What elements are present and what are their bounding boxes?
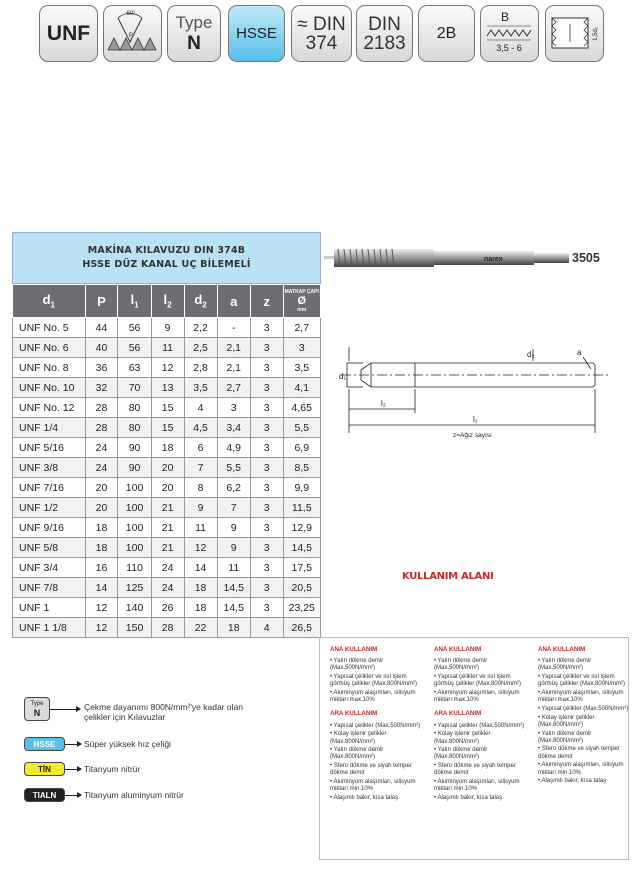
table-cell: 3 xyxy=(250,598,283,618)
thread-size-cell: UNF No. 10 xyxy=(13,378,86,398)
secondary-usage-title: ARA KULLANIM xyxy=(434,710,482,718)
usage-item: • Sfero dökme ve siyah temper dökme demir xyxy=(434,763,530,777)
table-cell: 4,5 xyxy=(184,418,217,438)
header-d1: $d_1$ xyxy=(13,285,86,318)
table-cell: 9 xyxy=(217,538,250,558)
table-cell: 9 xyxy=(217,518,250,538)
thread-pitch-label: P xyxy=(128,33,134,39)
table-cell: 2,1 xyxy=(217,358,250,378)
type-value: N xyxy=(187,32,201,54)
label-a: a xyxy=(577,348,582,357)
table-row xyxy=(13,338,321,358)
usage-item: • Aluminyum alaşımları, silisyum miktarı min.10% xyxy=(538,762,634,776)
table-cell: 14 xyxy=(184,558,217,578)
table-cell: 3 xyxy=(250,498,283,518)
legend-arrow xyxy=(50,709,80,710)
table-cell: 3 xyxy=(250,518,283,538)
table-row xyxy=(13,498,321,518)
table-cell: 100 xyxy=(118,518,151,538)
legend-text: Süper yüksek hız çeliği xyxy=(84,739,171,749)
table-cell: 23,25 xyxy=(283,598,321,618)
thread-standard-badge xyxy=(39,5,98,62)
usage-item: • Kolay işlenir çelikler (Max.800N/mm²) xyxy=(538,715,634,729)
din2183-prefix: DIN xyxy=(368,13,401,35)
material-label: HSSE xyxy=(236,25,277,42)
table-row xyxy=(13,538,321,558)
header-a: a xyxy=(217,285,250,318)
material-badge xyxy=(228,5,285,62)
table-cell: 4,9 xyxy=(217,438,250,458)
main-usage-title: ANA KULLANIM xyxy=(330,646,378,653)
table-row xyxy=(13,518,321,538)
table-cell: 28 xyxy=(85,418,118,438)
table-cell: 8 xyxy=(184,478,217,498)
legend-arrow xyxy=(65,769,81,770)
table-cell: 18 xyxy=(217,618,250,638)
table-cell: 6,9 xyxy=(283,438,321,458)
table-title xyxy=(12,232,321,284)
legend-text: Çekme dayanımı 800N/mm²'ye kadar olan çelikler için Kılavuzlar xyxy=(84,702,243,722)
usage-item: • Yalın dökme demir (Max.800N/mm²) xyxy=(330,747,426,761)
table-cell: 15 xyxy=(151,418,184,438)
table-cell: 16 xyxy=(85,558,118,578)
table-cell: 80 xyxy=(118,398,151,418)
table-cell: 24 xyxy=(85,458,118,478)
table-cell: 14,5 xyxy=(217,578,250,598)
main-usage-title: ANA KULLANIM xyxy=(538,646,586,653)
chamfer-letter: B xyxy=(501,10,510,24)
legend-type-chip xyxy=(24,697,50,721)
table-cell: 24 xyxy=(151,578,184,598)
table-cell: 18 xyxy=(85,538,118,558)
table-title-line1: MAKİNA KILAVUZU DIN 374B xyxy=(87,245,246,256)
usage-item: • Aluminyum alaşımları, silisyum miktarı min.10% xyxy=(434,779,530,793)
table-cell: 6,2 xyxy=(217,478,250,498)
table-cell: 4,65 xyxy=(283,398,321,418)
table-cell: 11 xyxy=(184,518,217,538)
table-row xyxy=(13,558,321,578)
table-cell: 11 xyxy=(151,338,184,358)
table-cell: 20 xyxy=(85,478,118,498)
table-cell: 32 xyxy=(85,378,118,398)
table-cell: 28 xyxy=(151,618,184,638)
table-cell: 26,5 xyxy=(283,618,321,638)
table-cell: 4,1 xyxy=(283,378,321,398)
tap-product-image xyxy=(324,243,574,273)
table-cell: 3 xyxy=(250,438,283,458)
legend-arrow xyxy=(65,795,81,796)
table-cell: 70 xyxy=(118,378,151,398)
thread-size-cell: UNF 5/8 xyxy=(13,538,86,558)
thread-size-cell: UNF No. 6 xyxy=(13,338,86,358)
usage-item: • Yapısal çelikler (Max.500N/mm²) xyxy=(538,706,634,713)
usage-item: • Yapısal çelikler (Max.500N/mm²) xyxy=(434,723,530,730)
din374-number: 374 xyxy=(305,32,338,54)
table-cell: 3 xyxy=(250,418,283,438)
thread-profile-icon xyxy=(104,6,161,61)
table-cell: 5,5 xyxy=(283,418,321,438)
legend-type-label: Type xyxy=(30,701,44,707)
table-cell: 17,5 xyxy=(283,558,321,578)
table-header-row xyxy=(13,285,321,318)
header-z: z xyxy=(250,285,283,318)
table-cell: 4 xyxy=(250,618,283,638)
thread-angle-label: 60° xyxy=(126,11,136,17)
product-code: 3505 xyxy=(572,251,600,265)
thread-size-cell: UNF 7/16 xyxy=(13,478,86,498)
table-cell: 63 xyxy=(118,358,151,378)
usage-item: • Yapısal çelikler ve ısıl işlem görmüş çelikler (Max.800N/mm²) xyxy=(538,674,634,688)
legend-chip: HSSE xyxy=(24,737,65,751)
din374-badge xyxy=(291,5,352,62)
table-cell: 12 xyxy=(184,538,217,558)
usage-item: • Yalın dökme demir (Max.500N/mm²) xyxy=(434,658,530,672)
table-cell: 2,5 xyxy=(184,338,217,358)
header-p: P xyxy=(85,285,118,318)
table-cell: 21 xyxy=(151,518,184,538)
diameter-icon: Ø xyxy=(297,294,307,307)
table-cell: 100 xyxy=(118,538,151,558)
thread-size-cell: UNF 1/4 xyxy=(13,418,86,438)
thread-size-cell: UNF 7/8 xyxy=(13,578,86,598)
table-cell: 44 xyxy=(85,318,118,338)
thread-length-label: 1,5d₁ xyxy=(593,27,599,41)
label-d1: d₁ xyxy=(339,372,347,381)
tolerance-label: 2B xyxy=(436,24,457,42)
table-cell: 3,5 xyxy=(184,378,217,398)
table-cell: 22 xyxy=(184,618,217,638)
table-cell: 3,4 xyxy=(217,418,250,438)
table-cell: 13 xyxy=(151,378,184,398)
legend-arrow xyxy=(65,744,81,745)
table-row xyxy=(13,418,321,438)
usage-column xyxy=(434,646,530,808)
tap-type-badge xyxy=(167,5,221,62)
table-cell: 80 xyxy=(118,418,151,438)
table-cell: 3 xyxy=(250,398,283,418)
header-d2: $d_2$ xyxy=(184,285,217,318)
usage-column xyxy=(330,646,426,808)
table-cell: 11 xyxy=(217,558,250,578)
table-cell: 3 xyxy=(250,478,283,498)
table-cell: 3 xyxy=(217,398,250,418)
table-cell: 6 xyxy=(184,438,217,458)
main-usage-title: ANA KULLANIM xyxy=(434,646,482,653)
din374-prefix: ≈ DIN xyxy=(297,13,346,35)
thread-size-cell: UNF 9/16 xyxy=(13,518,86,538)
legend-chip: TIALN xyxy=(24,788,65,802)
chamfer-icon xyxy=(481,6,538,61)
table-cell: 3 xyxy=(250,458,283,478)
usage-item: • Sfero dökme ve siyah temper dökme demir xyxy=(538,746,634,760)
table-cell: 2,2 xyxy=(184,318,217,338)
table-cell: 18 xyxy=(151,438,184,458)
table-row xyxy=(13,318,321,338)
thread-size-cell: UNF 3/4 xyxy=(13,558,86,578)
chamfer-range: 3,5 - 6 xyxy=(496,43,522,53)
thread-length-icon xyxy=(546,6,603,61)
table-cell: 40 xyxy=(85,338,118,358)
thread-size-cell: UNF No. 5 xyxy=(13,318,86,338)
table-row xyxy=(13,378,321,398)
specification-table xyxy=(12,232,321,638)
table-cell: 56 xyxy=(118,338,151,358)
thread-size-cell: UNF 3/8 xyxy=(13,458,86,478)
usage-item: • Alaşımlı bakır, kısa talaş xyxy=(538,778,634,785)
din2183-number: 2183 xyxy=(363,32,406,54)
usage-column xyxy=(538,646,634,791)
table-cell: 3,5 xyxy=(283,358,321,378)
thread-size-cell: UNF 1 xyxy=(13,598,86,618)
table-cell: 2,1 xyxy=(217,338,250,358)
chamfer-badge xyxy=(480,5,539,62)
legend-text: Titanyum aluminyum nitrür xyxy=(84,790,184,800)
table-cell: 9 xyxy=(151,318,184,338)
table-cell: 3 xyxy=(283,338,321,358)
table-cell: 3 xyxy=(250,378,283,398)
usage-panel xyxy=(319,637,629,860)
usage-title: KULLANIM ALANI xyxy=(402,571,494,582)
usage-item: • Aluminyum alaşımları, silisyum miktarı min.10% xyxy=(330,779,426,793)
header-drill-diameter xyxy=(283,285,321,318)
table-title-line2: HSSE DÜZ KANAL UÇ BİLEMELİ xyxy=(82,259,251,270)
table-cell: 24 xyxy=(85,438,118,458)
table-cell: 14,5 xyxy=(283,538,321,558)
table-cell: 125 xyxy=(118,578,151,598)
table-cell: 21 xyxy=(151,498,184,518)
usage-item: • Yapısal çelikler ve ısıl işlem görmüş çelikler (Max.800N/mm²) xyxy=(330,674,426,688)
table-cell: 100 xyxy=(118,498,151,518)
din2183-badge xyxy=(356,5,413,62)
table-row xyxy=(13,398,321,418)
table-cell: 20 xyxy=(151,458,184,478)
table-cell: 3 xyxy=(250,578,283,598)
table-cell: 12,9 xyxy=(283,518,321,538)
table-row xyxy=(13,358,321,378)
table-cell: 3 xyxy=(250,558,283,578)
thread-size-cell: UNF 1 1/8 xyxy=(13,618,86,638)
table-row xyxy=(13,618,321,638)
usage-item: • Yalın dökme demir (Max.800N/mm²) xyxy=(434,747,530,761)
label-l1: l₁ xyxy=(473,415,478,424)
label-d2: d₂ xyxy=(527,350,535,359)
table-row xyxy=(13,578,321,598)
table-cell: 18 xyxy=(184,598,217,618)
usage-item: • Aluminyum alaşımları, silisyum miktarı max.10% xyxy=(538,690,634,704)
table-cell: 100 xyxy=(118,478,151,498)
table-cell: 150 xyxy=(118,618,151,638)
table-row xyxy=(13,478,321,498)
usage-item: • Yapısal çelikler (Max.500N/mm²) xyxy=(330,723,426,730)
table-cell: 9,9 xyxy=(283,478,321,498)
table-cell: 90 xyxy=(118,438,151,458)
usage-item: • Yalın dökme demir (Max.500N/mm²) xyxy=(330,658,426,672)
table-row xyxy=(13,458,321,478)
table-row xyxy=(13,598,321,618)
table-cell: 36 xyxy=(85,358,118,378)
table-cell: 11,5 xyxy=(283,498,321,518)
secondary-usage-title: ARA KULLANIM xyxy=(330,710,378,718)
thread-length-badge xyxy=(545,5,604,62)
thread-size-cell: UNF 1/2 xyxy=(13,498,86,518)
type-label: Type xyxy=(175,12,213,32)
table-cell: 21 xyxy=(151,538,184,558)
thread-standard-label: UNF xyxy=(46,21,91,45)
drawing-caption: z=Ağız sayısı xyxy=(453,432,492,439)
table-cell: 2,8 xyxy=(184,358,217,378)
table-cell: 12 xyxy=(85,598,118,618)
table-cell: 2,7 xyxy=(217,378,250,398)
table-cell: 3 xyxy=(250,338,283,358)
usage-item: • Aluminyum alaşımları, silisyum miktarı max.10% xyxy=(330,690,426,704)
usage-item: • Alaşımlı bakır, kısa talaş xyxy=(434,795,530,802)
table-cell: 20 xyxy=(151,478,184,498)
legend-text: Titanyum nitrür xyxy=(84,764,141,774)
thread-size-cell: UNF 5/16 xyxy=(13,438,86,458)
thread-size-cell: UNF No. 8 xyxy=(13,358,86,378)
table-cell: 15 xyxy=(151,398,184,418)
usage-item: • Aluminyum alaşımları, silisyum miktarı max.10% xyxy=(434,690,530,704)
header-l2: $l_2$ xyxy=(151,285,184,318)
table-cell: 140 xyxy=(118,598,151,618)
table-cell: 110 xyxy=(118,558,151,578)
usage-item: • Yalın dökme demir (Max.500N/mm²) xyxy=(538,658,634,672)
usage-item: • Kolay işlenir çelikler (Max.800N/mm²) xyxy=(434,731,530,745)
header-l1: $l_1$ xyxy=(118,285,151,318)
table-cell: - xyxy=(217,318,250,338)
table-cell: 26 xyxy=(151,598,184,618)
table-cell: 20 xyxy=(85,498,118,518)
table-cell: 3 xyxy=(250,318,283,338)
table-cell: 8,5 xyxy=(283,458,321,478)
table-cell: 20,5 xyxy=(283,578,321,598)
usage-item: • Yapısal çelikler ve ısıl işlem görmüş çelikler (Max.800N/mm²) xyxy=(434,674,530,688)
table-cell: 3 xyxy=(250,358,283,378)
usage-item: • Alaşımlı bakır, kısa talaş xyxy=(330,795,426,802)
drill-header-top: MATKAP ÇAPI xyxy=(284,288,319,295)
table-cell: 5,5 xyxy=(217,458,250,478)
table-cell: 2,7 xyxy=(283,318,321,338)
table-cell: 12 xyxy=(85,618,118,638)
label-l2: l₂ xyxy=(381,399,386,408)
table-cell: 24 xyxy=(151,558,184,578)
drill-header-unit: mm xyxy=(297,306,307,313)
table-cell: 18 xyxy=(184,578,217,598)
usage-item: • Sfero dökme ve siyah temper dökme demir xyxy=(330,763,426,777)
usage-item: • Kolay işlenir çelikler (Max.800N/mm²) xyxy=(330,731,426,745)
tolerance-badge xyxy=(418,5,475,62)
table-cell: 7 xyxy=(217,498,250,518)
legend-chip: TİN xyxy=(24,762,65,776)
technical-drawing xyxy=(333,343,618,443)
table-cell: 7 xyxy=(184,458,217,478)
table-cell: 90 xyxy=(118,458,151,478)
usage-item: • Yalın dökme demir (Max.800N/mm²) xyxy=(538,731,634,745)
table-row xyxy=(13,438,321,458)
table-cell: 4 xyxy=(184,398,217,418)
table-cell: 28 xyxy=(85,398,118,418)
table-cell: 14 xyxy=(85,578,118,598)
table-cell: 3 xyxy=(250,538,283,558)
table-cell: 56 xyxy=(118,318,151,338)
table-cell: 9 xyxy=(184,498,217,518)
table-cell: 18 xyxy=(85,518,118,538)
legend-type-value: N xyxy=(33,708,41,718)
thread-size-cell: UNF No. 12 xyxy=(13,398,86,418)
brand-logo: narex xyxy=(484,256,503,263)
thread-profile-badge xyxy=(103,5,162,62)
table-cell: 14,5 xyxy=(217,598,250,618)
table-cell: 12 xyxy=(151,358,184,378)
